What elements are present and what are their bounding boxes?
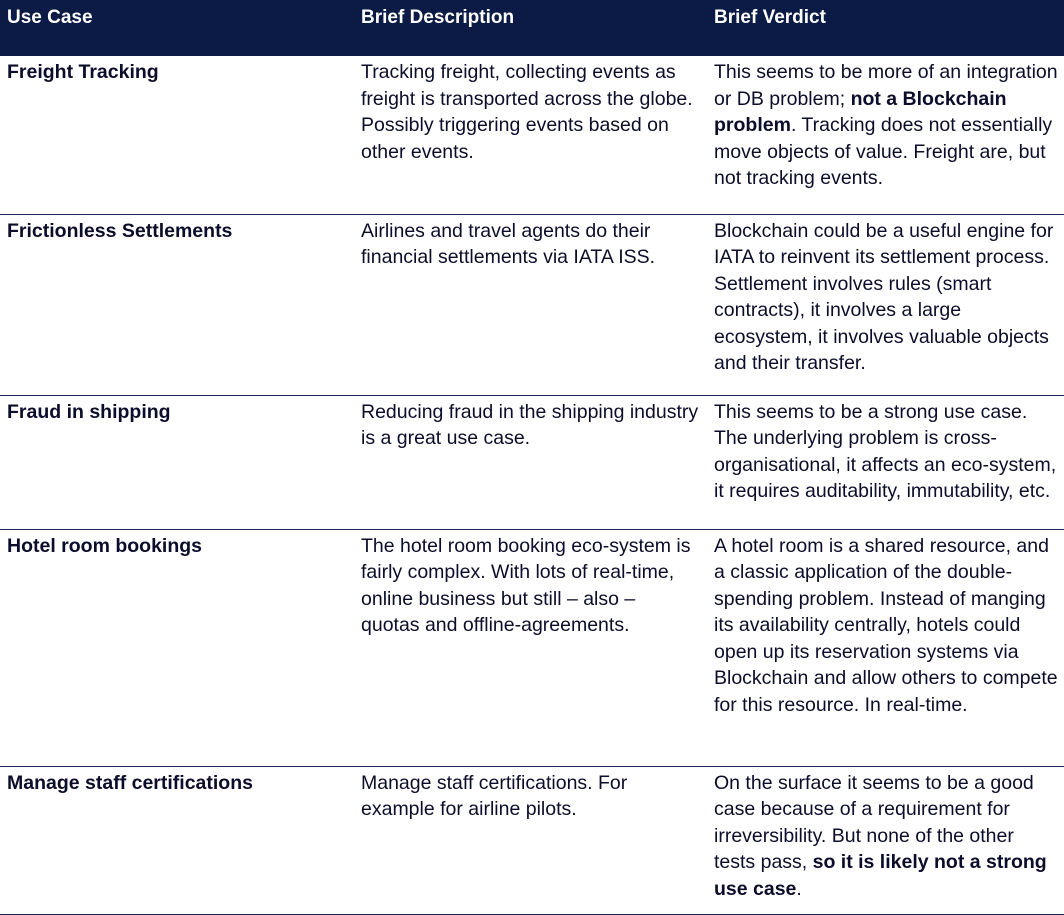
verdict-cell	[705, 56, 1064, 214]
header-use-case: Use Case	[0, 0, 352, 56]
header-row	[0, 0, 1064, 56]
verdict-cell: This seems to be a strong use case. The underlying problem is cross-organisational, it affects an eco-system, it requires auditability, immutability, etc.	[705, 395, 1064, 529]
verdict-emphasis: not a Blockchain problem	[714, 87, 1007, 137]
use-case-cell: Freight Tracking	[0, 56, 352, 214]
description-cell: Airlines and travel agents do their financial settlements via IATA ISS.	[352, 214, 705, 395]
description-cell: Reducing fraud in the shipping industry is a great use case.	[352, 395, 705, 529]
description-cell: Manage staff certifications. For example for airline pilots.	[352, 766, 705, 914]
header-verdict: Brief Verdict	[705, 0, 1064, 56]
verdict-cell	[705, 766, 1064, 914]
verdict-text: .	[796, 877, 802, 900]
verdict-text: On the surface it seems to be a good case because of a requirement for irreversibility. But none of the other tests pass,	[714, 771, 1034, 874]
use-case-cell: Fraud in shipping	[0, 395, 352, 529]
description-cell: The hotel room booking eco-system is fairly complex. With lots of real-time, online business but still – also – quotas and offline-agreements.	[352, 529, 705, 766]
verdict-cell: Blockchain could be a useful engine for IATA to reinvent its settlement process. Settlement involves rules (smart contracts), it involves a large ecosystem, it involves valuable objects and their transfer.	[705, 214, 1064, 395]
table-row	[0, 529, 1064, 766]
use-case-cell: Frictionless Settlements	[0, 214, 352, 395]
verdict-text: . Tracking does not essentially move objects of value. Freight are, but not tracking events.	[714, 114, 1053, 190]
verdict-text: This seems to be more of an integration or DB problem;	[714, 61, 1058, 110]
table-row	[0, 56, 1064, 214]
verdict-emphasis: so it is likely not a strong use case	[714, 851, 1047, 900]
verdict-cell: A hotel room is a shared resource, and a classic application of the double-spending problem. Instead of manging its availability centrally, hotels could open up its reservation systems via Blockchain and allow others to compete for this resource. In real-time.	[705, 529, 1064, 766]
header-description: Brief Description	[352, 0, 705, 56]
description-cell: Tracking freight, collecting events as freight is transported across the globe. Possibly triggering events based on other events.	[352, 56, 705, 214]
table-row	[0, 766, 1064, 914]
use-case-cell: Manage staff certifications	[0, 766, 352, 914]
use-case-cell: Hotel room bookings	[0, 529, 352, 766]
table-row	[0, 395, 1064, 529]
table-row	[0, 214, 1064, 395]
